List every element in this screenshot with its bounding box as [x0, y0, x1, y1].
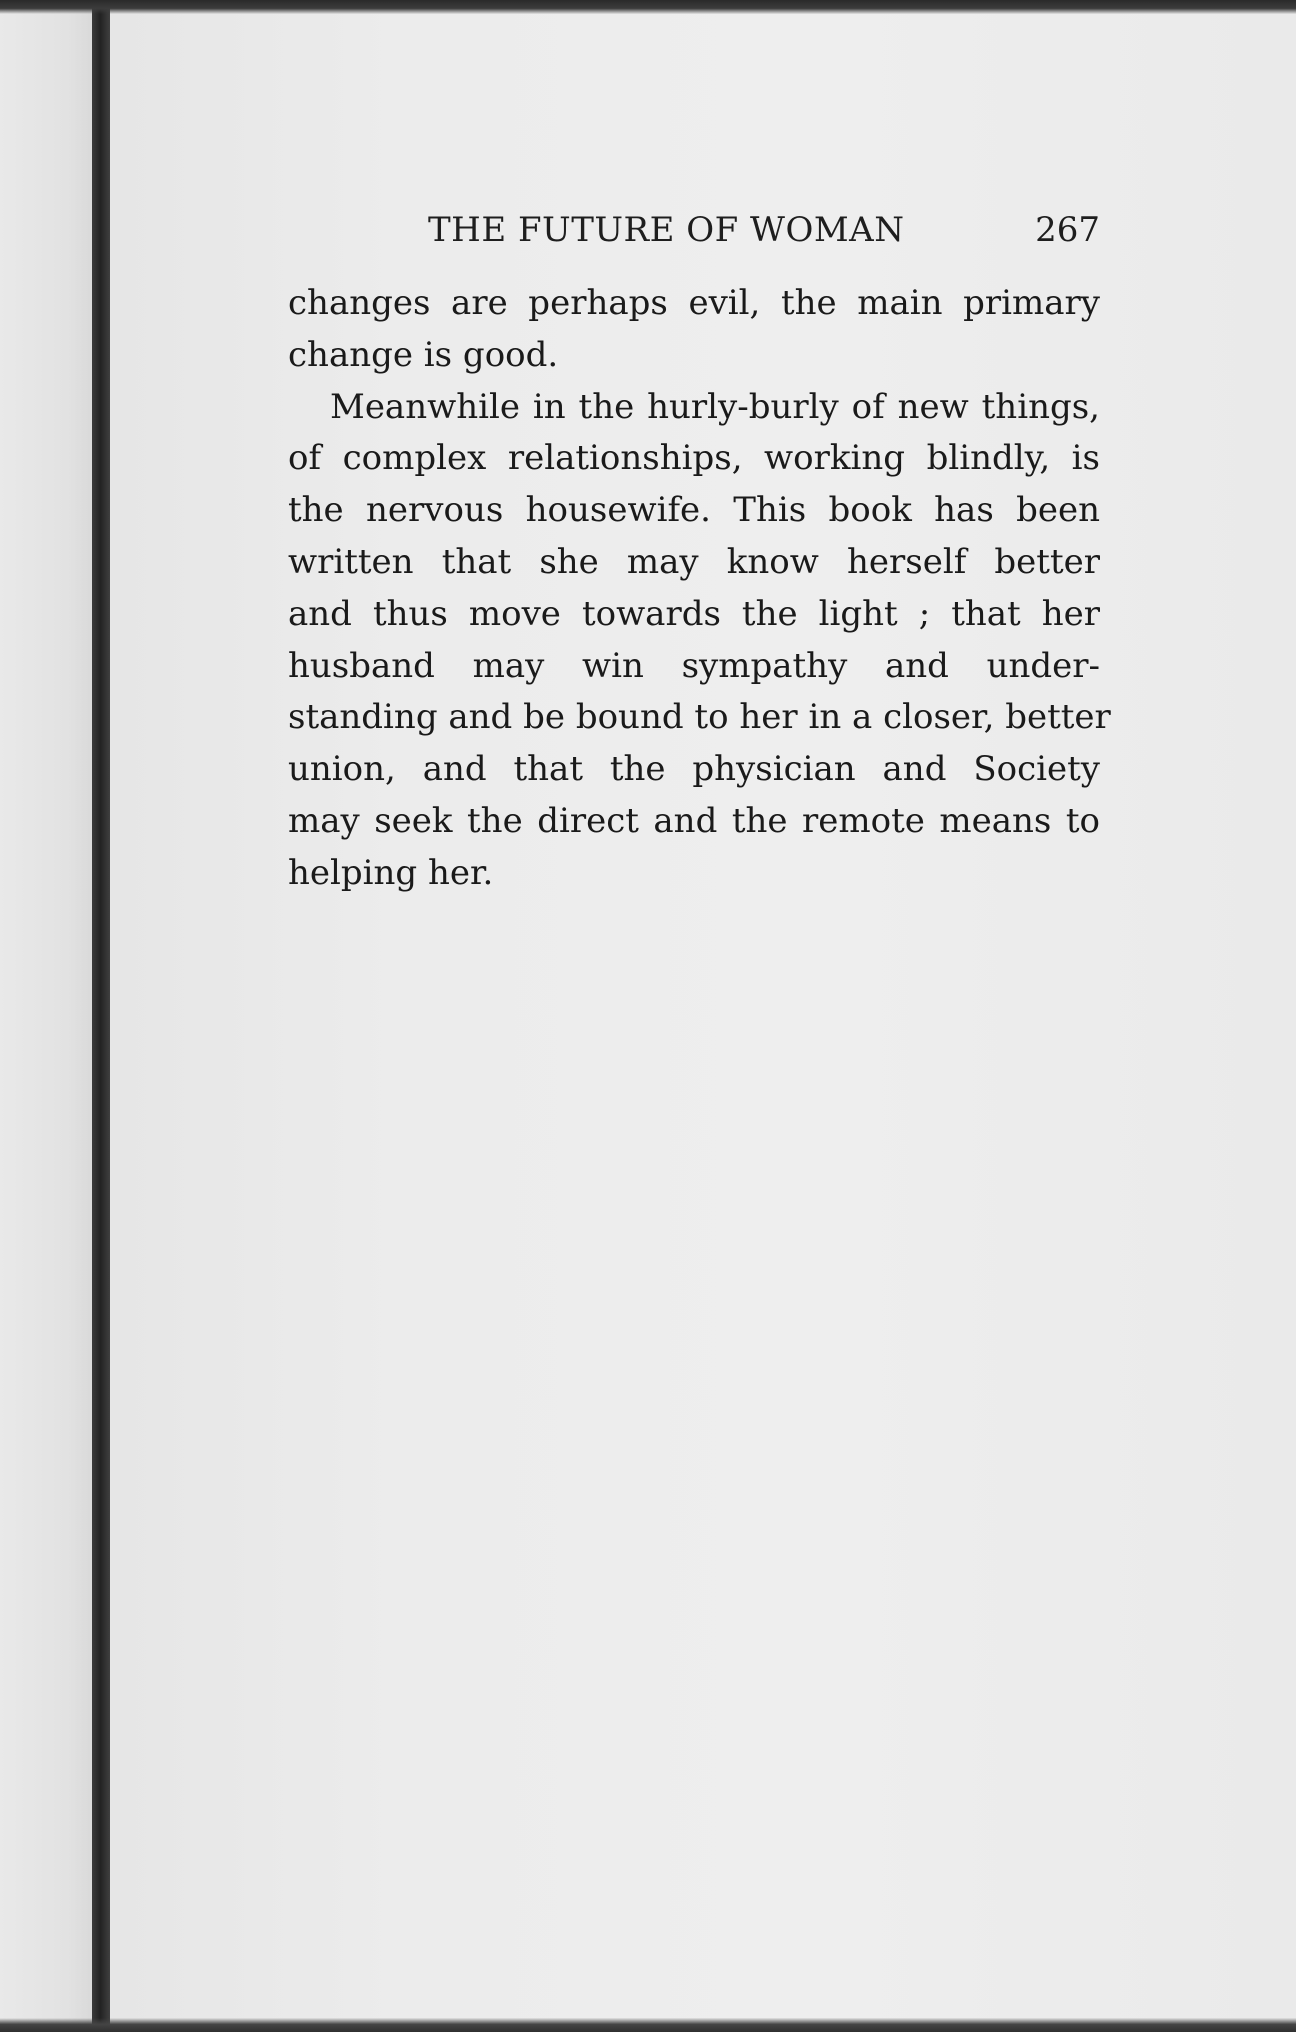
text-line: and thus move towards the light ; that her: [288, 593, 1100, 634]
binding-gutter: [92, 0, 110, 2032]
text-line: helping her.: [288, 852, 494, 893]
running-title: THE FUTURE OF WOMAN: [428, 210, 905, 250]
body-text: [288, 278, 1111, 900]
text-line: the nervous housewife. This book has been: [288, 490, 1100, 531]
text-line: change is good.: [288, 334, 559, 375]
text-line: standing and be bound to her in a closer, better: [288, 697, 1111, 738]
text-line: may seek the direct and the remote means to: [288, 800, 1100, 841]
text-line: union, and that the physician and Society: [288, 749, 1100, 790]
text-line: written that she may know herself better: [288, 541, 1100, 582]
scan-bottom-edge: [0, 2018, 1296, 2032]
facing-page-edge: [0, 0, 96, 2032]
text-line: changes are perhaps evil, the main primary: [288, 283, 1100, 323]
running-head: [428, 210, 1100, 260]
scan-top-edge: [0, 0, 1296, 14]
page-number: 267: [1035, 210, 1100, 250]
text-line: husband may win sympathy and under-: [288, 645, 1100, 686]
text-line: Meanwhile in the hurly-burly of new things,: [330, 386, 1100, 427]
text-line: of complex relationships, working blindly, is: [288, 438, 1100, 479]
